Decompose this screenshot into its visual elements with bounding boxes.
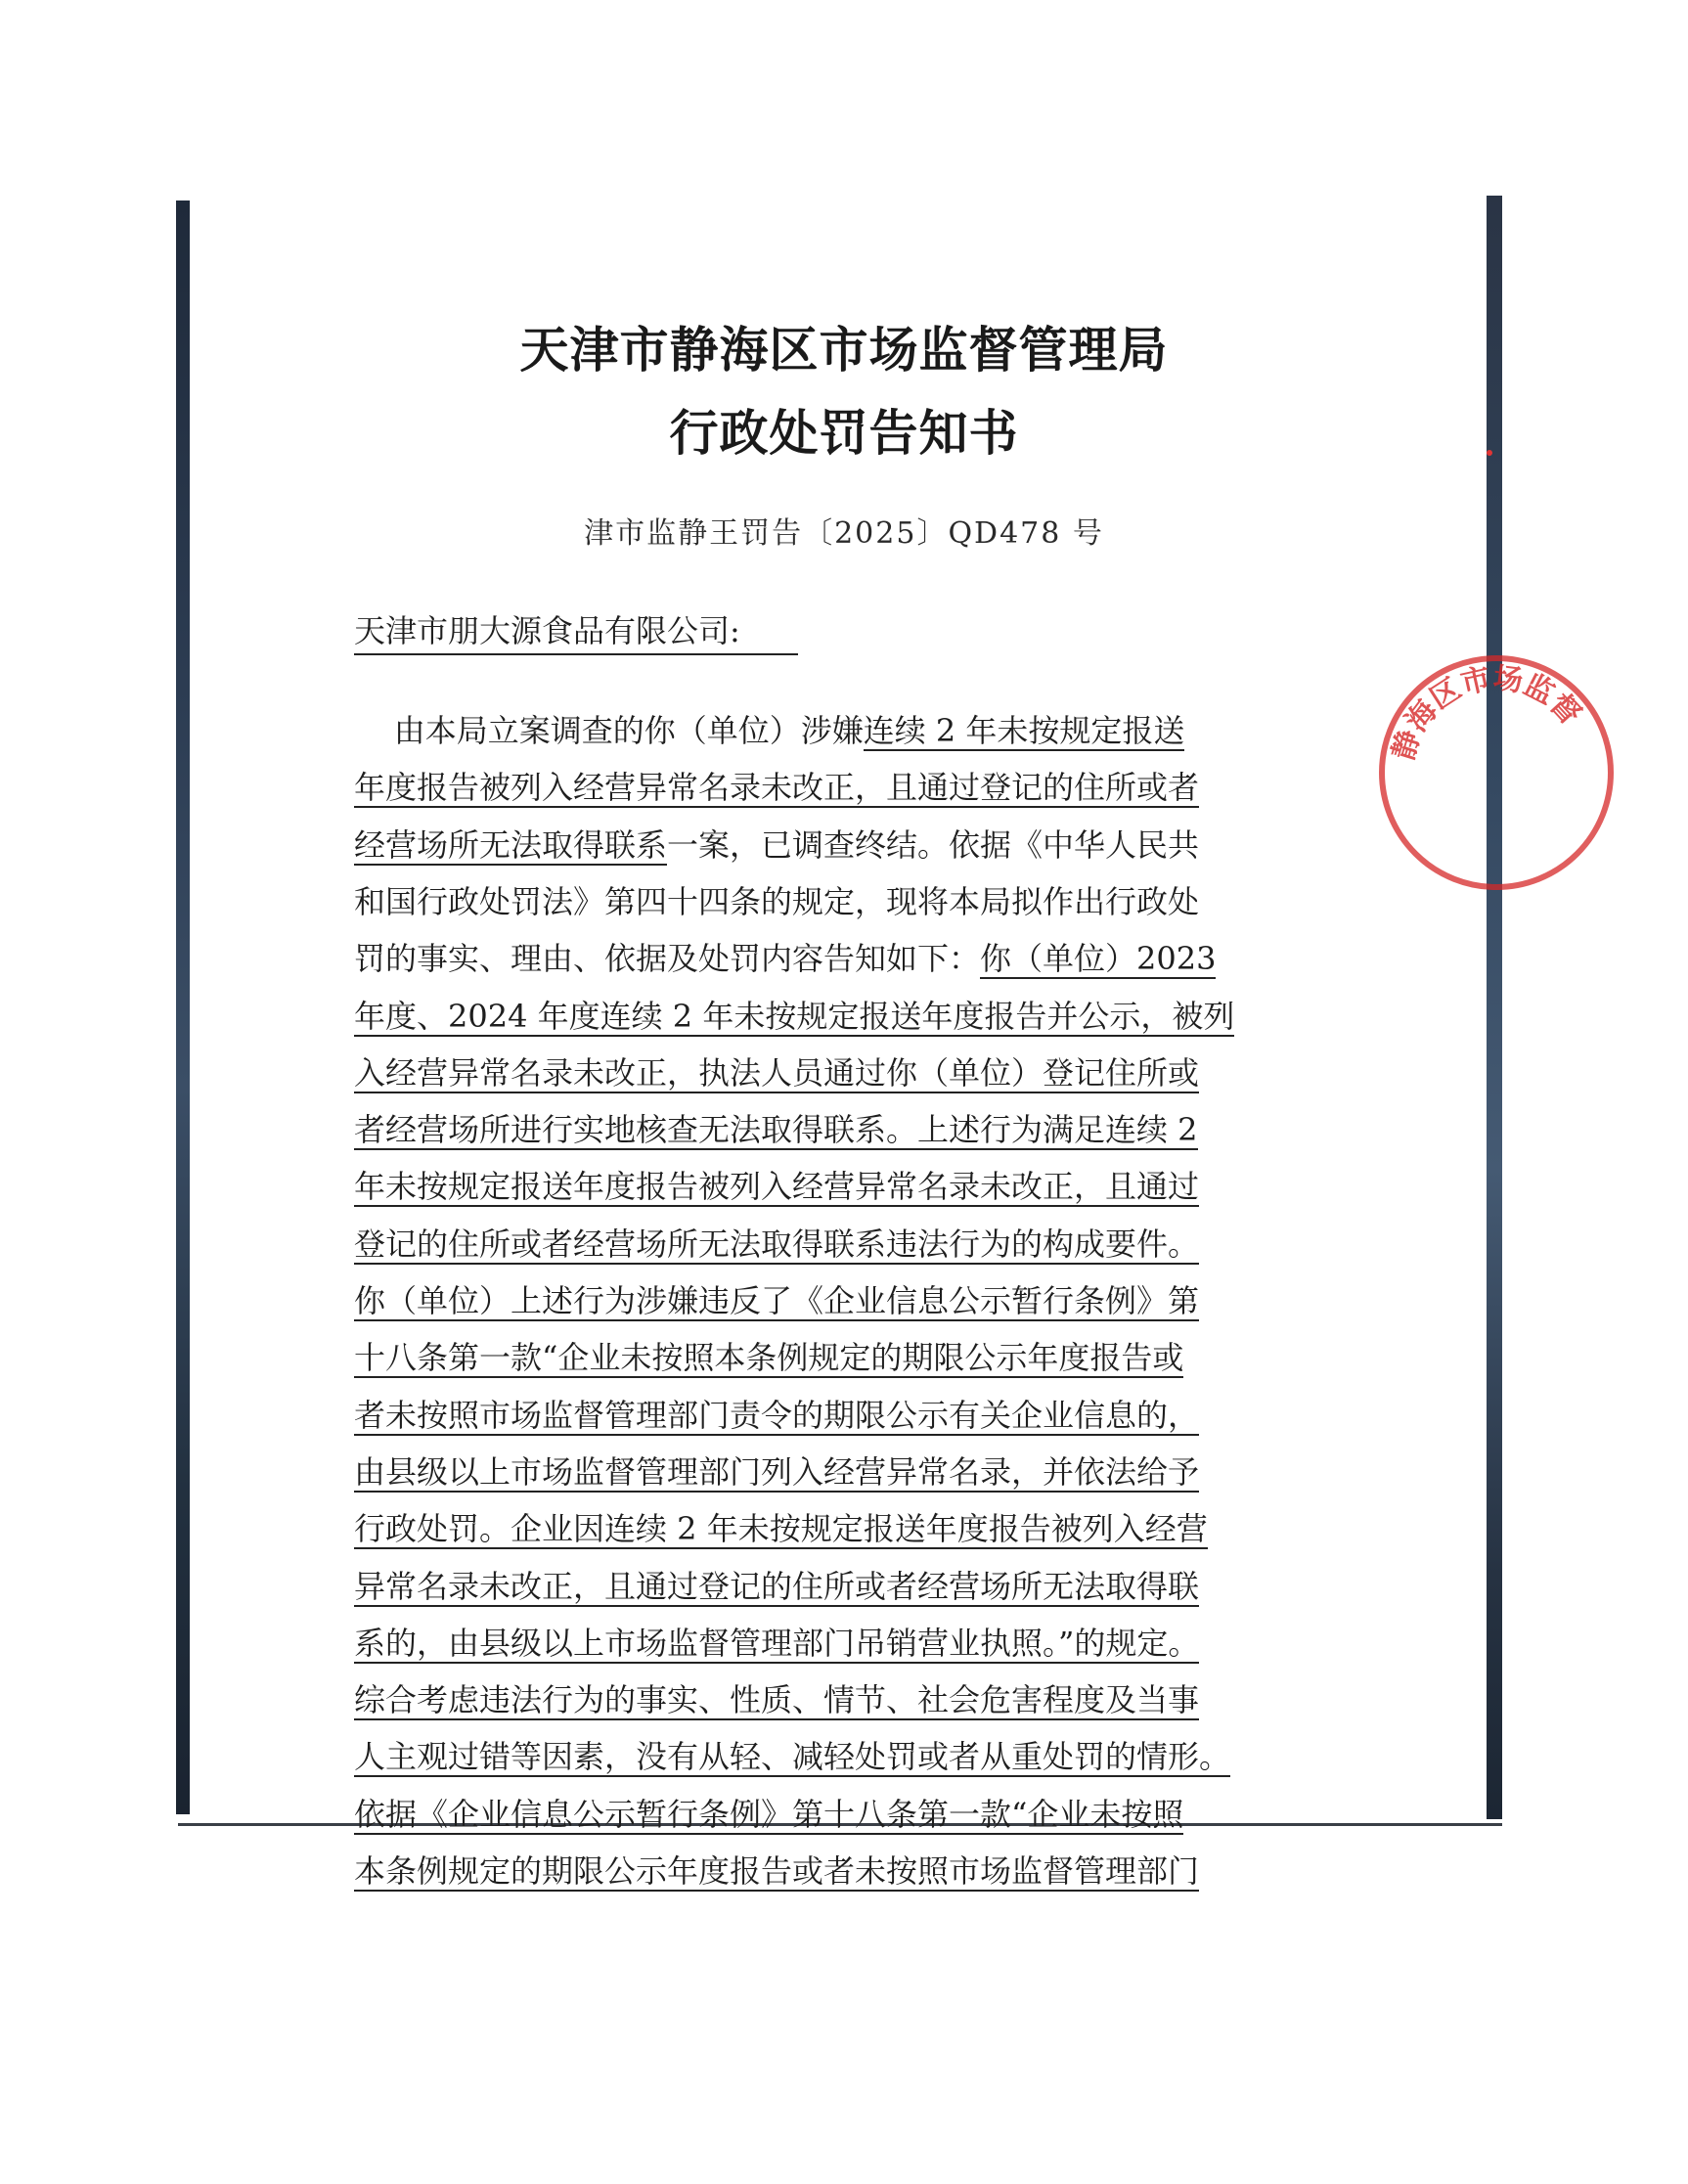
underlined-text: 年度、2024 年度连续 2 年未按规定报送年度报告并公示，被列 bbox=[354, 998, 1235, 1035]
body-line bbox=[354, 1162, 1303, 1213]
underlined-text: 依据《企业信息公示暂行条例》第十八条第一款“企业未按照 bbox=[354, 1796, 1184, 1833]
body-line bbox=[354, 1220, 1303, 1270]
body-text: 罚的事实、理由、依据及处罚内容告知如下： bbox=[354, 940, 981, 977]
underlined-text: 你（单位）上述行为涉嫌违反了《企业信息公示暂行条例》第 bbox=[354, 1282, 1200, 1319]
body-text: 和国行政处罚法》第四十四条的规定，现将本局拟作出行政处 bbox=[354, 883, 1200, 920]
underlined-text: 年未按规定报送年度报告被列入经营异常名录未改正，且通过 bbox=[354, 1168, 1200, 1205]
underlined-text: 者未按照市场监督管理部门责令的期限公示有关企业信息的， bbox=[354, 1397, 1200, 1434]
body-line bbox=[354, 763, 1303, 814]
addressee: 天津市朋大源食品有限公司: bbox=[354, 606, 798, 655]
underlined-text: 本条例规定的期限公示年度报告或者未按照市场监督管理部门 bbox=[354, 1852, 1200, 1890]
document-number: 津市监静王罚告〔2025〕QD478 号 bbox=[584, 516, 1104, 551]
underlined-text: 行政处罚。企业因连续 2 年未按规定报送年度报告被列入经营 bbox=[354, 1510, 1208, 1547]
underlined-text: 由县级以上市场监督管理部门列入经营异常名录，并依法给予 bbox=[354, 1453, 1200, 1491]
body-line bbox=[354, 1619, 1303, 1670]
official-seal bbox=[1379, 655, 1614, 890]
body-text: 由本局立案调查的你（单位）涉嫌 bbox=[354, 712, 864, 749]
underlined-text: 者经营场所进行实地核查无法取得联系。上述行为满足连续 2 bbox=[354, 1111, 1198, 1148]
underlined-text: 你（单位）2023 bbox=[980, 940, 1217, 977]
body-line bbox=[354, 934, 1303, 985]
svg-text:静海区市场监督 bbox=[1387, 661, 1588, 764]
document-subtitle: 行政处罚告知书 bbox=[669, 404, 1019, 462]
underlined-text: 入经营异常名录未改正，执法人员通过你（单位）登记住所或 bbox=[354, 1054, 1200, 1092]
underlined-text: 异常名录未改正，且通过登记的住所或者经营场所无法取得联 bbox=[354, 1568, 1200, 1605]
body-line bbox=[354, 1790, 1303, 1841]
underlined-text: 综合考虑违法行为的事实、性质、情节、社会危害程度及当事 bbox=[354, 1681, 1200, 1718]
underlined-text: 人主观过错等因素，没有从轻、减轻处罚或者从重处罚的情形。 bbox=[354, 1738, 1231, 1775]
body-line bbox=[354, 1675, 1303, 1726]
body-line bbox=[354, 1105, 1303, 1156]
body-line bbox=[354, 1847, 1303, 1897]
underlined-text: 系的，由县级以上市场监督管理部门吊销营业执照。”的规定。 bbox=[354, 1625, 1200, 1662]
underlined-text: 经营场所无法取得联系 bbox=[354, 826, 668, 864]
body-line bbox=[354, 1562, 1303, 1613]
underlined-text: 十八条第一款“企业未按照本条例规定的期限公示年度报告或 bbox=[354, 1339, 1184, 1376]
body-line bbox=[354, 1504, 1303, 1555]
underlined-text: 年度报告被列入经营异常名录未改正，且通过登记的住所或者 bbox=[354, 769, 1200, 806]
body-line bbox=[354, 706, 1303, 757]
body-line bbox=[354, 1048, 1303, 1099]
underlined-text: 连续 2 年未按规定报送 bbox=[863, 712, 1185, 749]
body-text: 一案，已调查终结。依据《中华人民共 bbox=[667, 826, 1200, 864]
body-line bbox=[354, 1732, 1303, 1783]
body-line bbox=[354, 821, 1303, 871]
underlined-text: 登记的住所或者经营场所无法取得联系违法行为的构成要件。 bbox=[354, 1226, 1200, 1263]
body-line bbox=[354, 1276, 1303, 1327]
body-line bbox=[354, 877, 1303, 928]
body-line bbox=[354, 1448, 1303, 1498]
body-line bbox=[354, 992, 1303, 1043]
body-line bbox=[354, 1333, 1303, 1384]
seal-text: 静海区市场监督 bbox=[1386, 661, 1588, 765]
document-title: 天津市静海区市场监督管理局 bbox=[519, 321, 1169, 379]
body-line bbox=[354, 1391, 1303, 1442]
